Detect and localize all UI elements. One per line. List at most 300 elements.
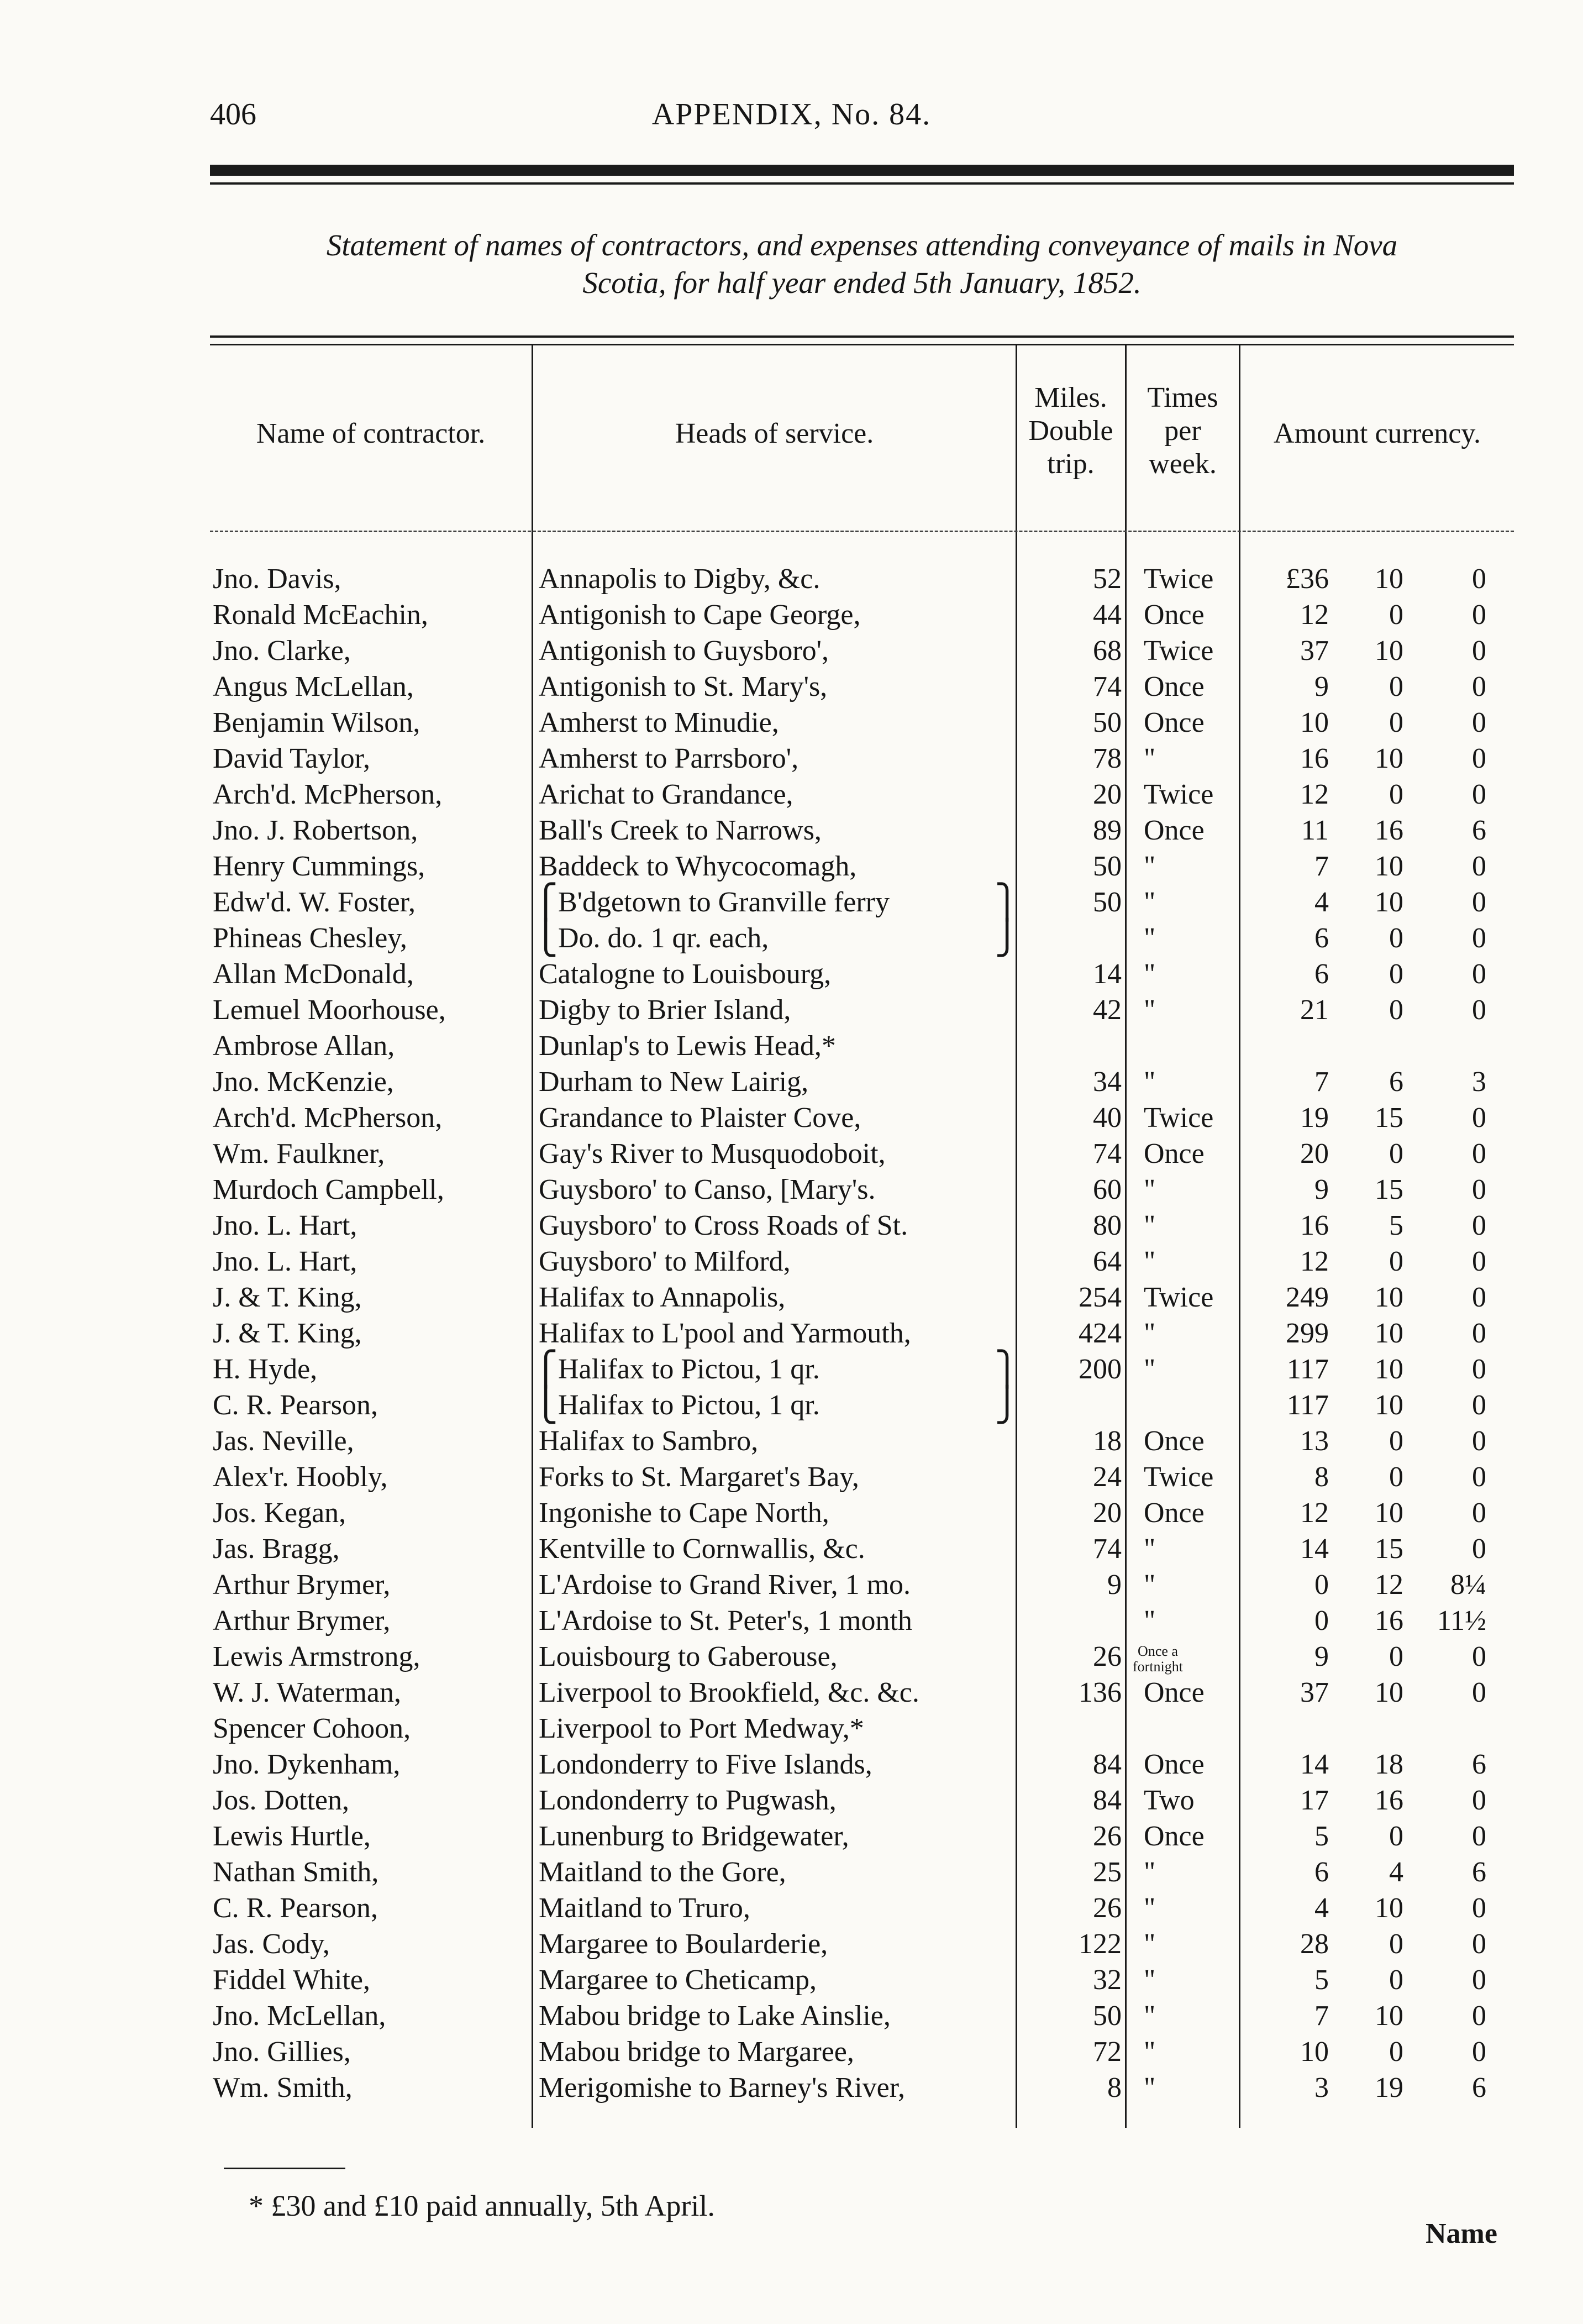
page-number: 406: [210, 97, 256, 132]
times-per-week: Two: [1144, 1785, 1195, 1816]
amount-pounds: 19: [1300, 1102, 1329, 1134]
footnote-rule: [224, 2168, 345, 2169]
amount-pounds: 21: [1300, 994, 1329, 1026]
contractor-name: Jos. Kegan,: [213, 1497, 346, 1529]
table-row: [0, 1279, 1583, 1315]
amount-pounds: 299: [1286, 1318, 1329, 1349]
miles-double-trip: 52: [1093, 563, 1122, 595]
amount-shillings: 10: [1375, 1354, 1403, 1385]
amount-pence: 0: [1472, 599, 1486, 631]
table-row: [0, 1746, 1583, 1782]
times-per-week: Twice: [1144, 1282, 1214, 1313]
times-per-week: Once: [1144, 815, 1205, 846]
amount-shillings: 10: [1375, 563, 1403, 595]
amount-shillings: 0: [1389, 1928, 1403, 1960]
table-caption: [210, 227, 1514, 302]
amount-pounds: 6: [1314, 1856, 1329, 1888]
miles-double-trip: 25: [1093, 1856, 1122, 1888]
column-header-miles-line: trip.: [1047, 448, 1095, 480]
amount-pence: 0: [1472, 2036, 1486, 2068]
table-row: [0, 1172, 1583, 1208]
table-row: [0, 812, 1583, 848]
service-route: Gay's River to Musquodoboit,: [539, 1138, 886, 1169]
amount-pounds: 8: [1314, 1461, 1329, 1493]
amount-pounds: 28: [1300, 1928, 1329, 1960]
amount-shillings: 10: [1375, 1389, 1403, 1421]
amount-pence: 0: [1472, 1533, 1486, 1565]
contractor-name: Lewis Armstrong,: [213, 1641, 420, 1672]
miles-double-trip: 74: [1093, 1533, 1122, 1565]
brace-open-top: ⎧: [533, 884, 558, 920]
times-per-week: Once: [1144, 671, 1205, 702]
table-row: [0, 992, 1583, 1028]
amount-shillings: 10: [1375, 1318, 1403, 1349]
service-route: Ball's Creek to Narrows,: [539, 815, 822, 846]
miles-double-trip: 40: [1093, 1102, 1122, 1134]
contractor-name: Edw'd. W. Foster,: [213, 886, 416, 918]
amount-shillings: 16: [1375, 1785, 1403, 1816]
times-per-week: ": [1144, 1174, 1156, 1205]
brace-open-top: ⎧: [533, 1351, 558, 1387]
catchword: Name: [1426, 2218, 1497, 2249]
contractor-name: Phineas Chesley,: [213, 922, 407, 954]
amount-pence: 0: [1472, 1964, 1486, 1996]
amount-pounds: 12: [1300, 1246, 1329, 1277]
amount-pence: 0: [1472, 1246, 1486, 1277]
table-row: [0, 1567, 1583, 1603]
amount-shillings: 10: [1375, 1677, 1403, 1708]
amount-shillings: 0: [1389, 958, 1403, 990]
contractor-name: Benjamin Wilson,: [213, 707, 420, 738]
service-route: Lunenburg to Bridgewater,: [539, 1821, 849, 1852]
times-per-week: ": [1144, 1569, 1156, 1601]
column-header-heads: Heads of service.: [675, 418, 874, 449]
times-per-week: Once: [1144, 1497, 1205, 1529]
service-route: Halifax to Annapolis,: [539, 1282, 786, 1313]
brace-close-top: ⎫: [995, 1351, 1019, 1387]
miles-double-trip: 14: [1093, 958, 1122, 990]
amount-shillings: 0: [1389, 1964, 1403, 1996]
contractor-name: Jno. Clarke,: [213, 635, 351, 667]
amount-pounds: 0: [1314, 1605, 1329, 1636]
miles-double-trip: 34: [1093, 1066, 1122, 1098]
amount-pence: 0: [1472, 1210, 1486, 1241]
table-row: [0, 2034, 1583, 2070]
service-route: Guysboro' to Milford,: [539, 1246, 791, 1277]
times-per-week: ": [1144, 851, 1156, 882]
amount-shillings: 16: [1375, 1605, 1403, 1636]
miles-double-trip: 26: [1093, 1892, 1122, 1924]
miles-double-trip: 68: [1093, 635, 1122, 667]
contractor-name: Jno. J. Robertson,: [213, 815, 418, 846]
amount-pence: 0: [1472, 1138, 1486, 1169]
contractor-name: Jno. Davis,: [213, 563, 341, 595]
column-header-miles: [1017, 381, 1125, 481]
service-route: Forks to St. Margaret's Bay,: [539, 1461, 859, 1493]
times-per-week-compound: [1133, 1639, 1183, 1675]
amount-shillings: 5: [1389, 1210, 1403, 1241]
amount-pence: 0: [1472, 958, 1486, 990]
miles-double-trip: 50: [1093, 886, 1122, 918]
amount-pence: 0: [1472, 1497, 1486, 1529]
times-per-week: ": [1144, 743, 1156, 774]
amount-pounds: 5: [1314, 1964, 1329, 1996]
amount-pounds: 10: [1300, 2036, 1329, 2068]
service-route: Amherst to Parrsboro',: [539, 743, 799, 774]
brace-close-top: ⎫: [995, 884, 1019, 920]
service-route: Margaree to Boularderie,: [539, 1928, 828, 1960]
amount-shillings: 10: [1375, 851, 1403, 882]
column-header-times-line: per: [1164, 415, 1201, 447]
service-route: Amherst to Minudie,: [539, 707, 779, 738]
miles-double-trip: 20: [1093, 779, 1122, 810]
service-route: Ingonishe to Cape North,: [539, 1497, 829, 1529]
amount-shillings: 10: [1375, 1892, 1403, 1924]
table-row: [0, 1100, 1583, 1136]
times-per-week: Once: [1144, 1821, 1205, 1852]
amount-pence: 6: [1472, 1749, 1486, 1780]
amount-shillings: 18: [1375, 1749, 1403, 1780]
amount-shillings: 10: [1375, 1497, 1403, 1529]
service-route: Margaree to Cheticamp,: [539, 1964, 817, 1996]
times-per-week: Once: [1144, 1425, 1205, 1457]
amount-shillings: 0: [1389, 599, 1403, 631]
column-header-times: [1127, 381, 1239, 481]
amount-shillings: 10: [1375, 743, 1403, 774]
table-row: [0, 669, 1583, 705]
contractor-name: Arch'd. McPherson,: [213, 779, 443, 810]
amount-pounds: 4: [1314, 1892, 1329, 1924]
amount-pence: 0: [1472, 2000, 1486, 2032]
column-header-times-line: week.: [1149, 448, 1217, 480]
contractor-name: Jno. L. Hart,: [213, 1246, 357, 1277]
contractor-name: H. Hyde,: [213, 1354, 318, 1385]
amount-pence: 0: [1472, 1425, 1486, 1457]
miles-double-trip: 64: [1093, 1246, 1122, 1277]
service-route: Annapolis to Digby, &c.: [539, 563, 821, 595]
amount-pence: 0: [1472, 1677, 1486, 1708]
times-per-week: Twice: [1144, 1102, 1214, 1134]
miles-double-trip: 80: [1093, 1210, 1122, 1241]
service-route: Antigonish to St. Mary's,: [539, 671, 828, 702]
times-per-week: ": [1144, 1354, 1156, 1385]
times-per-week: Once: [1144, 1138, 1205, 1169]
miles-double-trip: 136: [1079, 1677, 1122, 1708]
table-row: [0, 1423, 1583, 1459]
amount-pounds: 11: [1301, 815, 1329, 846]
amount-pounds: 20: [1300, 1138, 1329, 1169]
contractor-name: Angus McLellan,: [213, 671, 414, 702]
contractor-name: C. R. Pearson,: [213, 1892, 378, 1924]
amount-shillings: 0: [1389, 1641, 1403, 1672]
table-row: [0, 1351, 1583, 1387]
table-row: [0, 1711, 1583, 1746]
service-route: Kentville to Cornwallis, &c.: [539, 1533, 865, 1565]
contractor-name: Alex'r. Hoobly,: [213, 1461, 388, 1493]
service-route: Halifax to L'pool and Yarmouth,: [539, 1318, 911, 1349]
header-separator: [210, 531, 1514, 532]
amount-pence: 0: [1472, 922, 1486, 954]
service-route: Maitland to the Gore,: [539, 1856, 786, 1888]
times-per-week: Twice: [1144, 779, 1214, 810]
times-per-week: ": [1144, 1246, 1156, 1277]
amount-pounds: 5: [1314, 1821, 1329, 1852]
contractor-name: Lemuel Moorhouse,: [213, 994, 446, 1026]
contractor-name: Jno. McKenzie,: [213, 1066, 394, 1098]
contractor-name: Jas. Bragg,: [213, 1533, 340, 1565]
amount-pounds: 37: [1300, 635, 1329, 667]
amount-pounds: £36: [1286, 563, 1329, 595]
amount-pence: 0: [1472, 1892, 1486, 1924]
amount-pounds: 12: [1300, 599, 1329, 631]
table-top-rule: [210, 335, 1514, 338]
table-row: [0, 1387, 1583, 1423]
contractor-name: Wm. Faulkner,: [213, 1138, 385, 1169]
amount-shillings: 0: [1389, 707, 1403, 738]
times-per-week: ": [1144, 2036, 1156, 2068]
table-row: [0, 1962, 1583, 1998]
amount-pounds: 16: [1300, 1210, 1329, 1241]
times-per-week: ": [1144, 1964, 1156, 1996]
amount-shillings: 12: [1375, 1569, 1403, 1601]
miles-double-trip: 32: [1093, 1964, 1122, 1996]
service-route: Digby to Brier Island,: [539, 994, 791, 1026]
header-rule: [210, 165, 1514, 176]
times-per-week: ": [1144, 958, 1156, 990]
amount-pounds: 14: [1300, 1749, 1329, 1780]
miles-double-trip: 84: [1093, 1749, 1122, 1780]
amount-pounds: 3: [1314, 2072, 1329, 2103]
amount-pence: 0: [1472, 994, 1486, 1026]
amount-pounds: 6: [1314, 958, 1329, 990]
service-route: Halifax to Pictou, 1 qr.: [558, 1389, 820, 1421]
amount-shillings: 0: [1389, 1461, 1403, 1493]
times-per-week: Once: [1144, 1677, 1205, 1708]
footnote: * £30 and £10 paid annually, 5th April.: [249, 2189, 715, 2222]
amount-shillings: 10: [1375, 1282, 1403, 1313]
service-route: Baddeck to Whycocomagh,: [539, 851, 857, 882]
amount-pence: 0: [1472, 563, 1486, 595]
table-row: [0, 1639, 1583, 1675]
contractor-name: J. & T. King,: [213, 1318, 362, 1349]
column-header-name: Name of contractor.: [256, 418, 486, 449]
amount-pence: 0: [1472, 1174, 1486, 1205]
table-row: [0, 1998, 1583, 2034]
amount-shillings: 0: [1389, 779, 1403, 810]
miles-double-trip: 78: [1093, 743, 1122, 774]
times-per-week: ": [1144, 1892, 1156, 1924]
amount-pounds: 13: [1300, 1425, 1329, 1457]
table-row: [0, 561, 1583, 597]
contractor-name: Arch'd. McPherson,: [213, 1102, 443, 1134]
contractor-name: Arthur Brymer,: [213, 1569, 391, 1601]
table-row: [0, 1854, 1583, 1890]
times-per-week: Twice: [1144, 635, 1214, 667]
column-header-miles-line: Double: [1028, 415, 1113, 447]
times-per-week: ": [1144, 1605, 1156, 1636]
table-row: [0, 920, 1583, 956]
table-row: [0, 1064, 1583, 1100]
amount-pounds: 12: [1300, 779, 1329, 810]
contractor-name: Arthur Brymer,: [213, 1605, 391, 1636]
times-per-week: ": [1144, 2072, 1156, 2103]
times-per-week: Once: [1144, 707, 1205, 738]
table-row: [0, 597, 1583, 633]
column-header-times-line: Times: [1147, 382, 1218, 413]
table-row: [0, 1208, 1583, 1244]
contractor-name: Nathan Smith,: [213, 1856, 379, 1888]
contractor-name: David Taylor,: [213, 743, 371, 774]
table-row: [0, 1244, 1583, 1279]
amount-shillings: 0: [1389, 1821, 1403, 1852]
miles-double-trip: 26: [1093, 1641, 1122, 1672]
service-route: Londonderry to Pugwash,: [539, 1785, 837, 1816]
service-route: Guysboro' to Canso, [Mary's.: [539, 1174, 876, 1205]
service-route: Dunlap's to Lewis Head,*: [539, 1030, 836, 1062]
amount-pounds: 6: [1314, 922, 1329, 954]
amount-shillings: 0: [1389, 1138, 1403, 1169]
amount-pence: 6: [1472, 2072, 1486, 2103]
service-route: Catalogne to Louisbourg,: [539, 958, 832, 990]
service-route: B'dgetown to Granville ferry: [558, 886, 890, 918]
service-route: Liverpool to Brookfield, &c. &c.: [539, 1677, 919, 1708]
contractor-name: Spencer Cohoon,: [213, 1713, 411, 1744]
times-twin-lines: [1133, 1644, 1183, 1675]
miles-double-trip: 42: [1093, 994, 1122, 1026]
table-row: [0, 2070, 1583, 2106]
table-row: [0, 1926, 1583, 1962]
table-row: [0, 1603, 1583, 1639]
amount-pence: 0: [1472, 635, 1486, 667]
column-header-miles-line: Miles.: [1034, 382, 1107, 413]
amount-pence: 0: [1472, 743, 1486, 774]
brace-open-bottom: ⎩: [533, 920, 558, 956]
contractor-name: Henry Cummings,: [213, 851, 425, 882]
service-route: Mabou bridge to Lake Ainslie,: [539, 2000, 891, 2032]
amount-shillings: 0: [1389, 1425, 1403, 1457]
amount-pounds: 7: [1314, 851, 1329, 882]
amount-shillings: 0: [1389, 2036, 1403, 2068]
amount-pounds: 0: [1314, 1569, 1329, 1601]
amount-pence: 0: [1472, 1928, 1486, 1960]
amount-pounds: 9: [1314, 1174, 1329, 1205]
amount-pounds: 7: [1314, 2000, 1329, 2032]
amount-pounds: 37: [1300, 1677, 1329, 1708]
miles-double-trip: 50: [1093, 707, 1122, 738]
contractor-name: Jos. Dotten,: [213, 1785, 349, 1816]
service-route: Liverpool to Port Medway,*: [539, 1713, 864, 1744]
service-route: Londonderry to Five Islands,: [539, 1749, 872, 1780]
contractor-name: Ambrose Allan,: [213, 1030, 395, 1062]
amount-pence: 0: [1472, 1785, 1486, 1816]
miles-double-trip: 50: [1093, 2000, 1122, 2032]
column-header-amount: Amount currency.: [1274, 418, 1481, 449]
times-per-week: Once: [1144, 1749, 1205, 1780]
amount-pence: 0: [1472, 671, 1486, 702]
service-route: Antigonish to Cape George,: [539, 599, 861, 631]
table-top-rule-thin: [210, 344, 1514, 345]
times-line: fortnight: [1133, 1659, 1183, 1675]
amount-pounds: 9: [1314, 1641, 1329, 1672]
amount-pence: 0: [1472, 886, 1486, 918]
miles-double-trip: 20: [1093, 1497, 1122, 1529]
times-per-week: Twice: [1144, 563, 1214, 595]
table-row: [0, 1531, 1583, 1567]
table-row: [0, 884, 1583, 920]
amount-pence: 0: [1472, 1318, 1486, 1349]
miles-double-trip: 8: [1107, 2072, 1122, 2103]
service-route: Durham to New Lairig,: [539, 1066, 809, 1098]
miles-double-trip: 74: [1093, 1138, 1122, 1169]
amount-pounds: 14: [1300, 1533, 1329, 1565]
header-rule-thin: [210, 182, 1514, 185]
table-row: [0, 777, 1583, 812]
table-row: [0, 1028, 1583, 1064]
times-per-week: ": [1144, 1856, 1156, 1888]
miles-double-trip: 26: [1093, 1821, 1122, 1852]
times-per-week: Once: [1144, 599, 1205, 631]
amount-shillings: 15: [1375, 1533, 1403, 1565]
times-line: Once a: [1138, 1643, 1178, 1660]
amount-shillings: 15: [1375, 1102, 1403, 1134]
brace-open-bottom: ⎩: [533, 1387, 558, 1423]
amount-pounds: 4: [1314, 886, 1329, 918]
times-per-week: ": [1144, 1318, 1156, 1349]
table-row: [0, 633, 1583, 669]
times-per-week: ": [1144, 994, 1156, 1026]
times-per-week: ": [1144, 922, 1156, 954]
miles-double-trip: 44: [1093, 599, 1122, 631]
times-per-week: ": [1144, 886, 1156, 918]
amount-pounds: 117: [1286, 1389, 1329, 1421]
times-per-week: ": [1144, 1210, 1156, 1241]
contractor-name: Jas. Cody,: [213, 1928, 330, 1960]
amount-shillings: 16: [1375, 815, 1403, 846]
miles-double-trip: 89: [1093, 815, 1122, 846]
miles-double-trip: 9: [1107, 1569, 1122, 1601]
contractor-name: Jas. Neville,: [213, 1425, 354, 1457]
amount-pounds: 10: [1300, 707, 1329, 738]
amount-pounds: 16: [1300, 743, 1329, 774]
miles-double-trip: 18: [1093, 1425, 1122, 1457]
amount-shillings: 10: [1375, 635, 1403, 667]
miles-double-trip: 200: [1079, 1354, 1122, 1385]
contractor-name: Lewis Hurtle,: [213, 1821, 371, 1852]
contractor-name: Jno. L. Hart,: [213, 1210, 357, 1241]
service-route: Guysboro' to Cross Roads of St.: [539, 1210, 908, 1241]
table-row: [0, 1890, 1583, 1926]
service-route: Do. do. 1 qr. each,: [558, 922, 769, 954]
service-route: L'Ardoise to Grand River, 1 mo.: [539, 1569, 911, 1601]
amount-shillings: 10: [1375, 886, 1403, 918]
table-row: [0, 1675, 1583, 1711]
table-row: [0, 956, 1583, 992]
amount-pence: 0: [1472, 1821, 1486, 1852]
service-route: Maitland to Truro,: [539, 1892, 750, 1924]
amount-pence: 0: [1472, 1354, 1486, 1385]
amount-pence: 6: [1472, 1856, 1486, 1888]
brace-close-bottom: ⎭: [995, 920, 1019, 956]
service-route: Halifax to Pictou, 1 qr.: [558, 1354, 820, 1385]
table-row: [0, 1459, 1583, 1495]
amount-pence: 0: [1472, 779, 1486, 810]
amount-pence: 0: [1472, 1461, 1486, 1493]
miles-double-trip: 60: [1093, 1174, 1122, 1205]
contractor-name: Jno. McLellan,: [213, 2000, 386, 2032]
amount-pence: 6: [1472, 815, 1486, 846]
contractor-name: Fiddel White,: [213, 1964, 371, 1996]
amount-pence: 0: [1472, 707, 1486, 738]
